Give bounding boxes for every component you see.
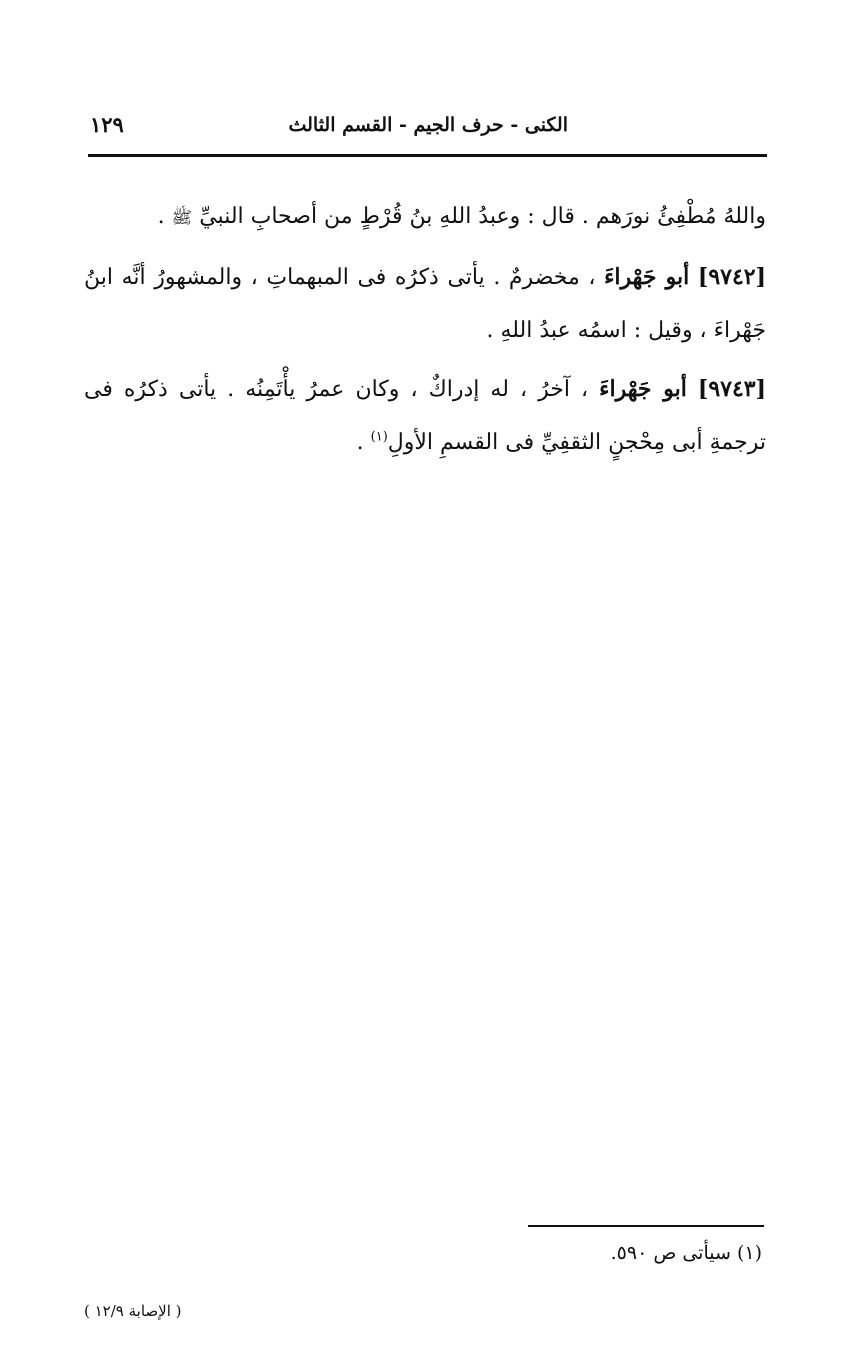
- footnote-rule: [528, 1225, 764, 1227]
- honorific-ligature: ﷺ: [171, 208, 193, 228]
- entry-number: [٩٧٤٣]: [697, 376, 766, 402]
- header-rule: [88, 154, 767, 157]
- entry-number: [٩٧٤٢]: [697, 264, 766, 290]
- paragraph-end: .: [157, 204, 172, 229]
- entry-name: أبو جَهْراءَ: [604, 264, 690, 290]
- page-number: ١٢٩: [90, 112, 124, 137]
- running-title: الكنى - حرف الجيم - القسم الثالث: [288, 114, 568, 136]
- paragraph-continuation: [84, 190, 766, 245]
- entry-9743: [84, 363, 766, 469]
- body-text: [84, 190, 766, 469]
- paragraph-end: .: [356, 430, 371, 455]
- entry-text: ، مخضرمٌ . يأتى ذكرُه فى المبهماتِ ، والمشهورُ أنَّه ابنُ جَهْراءَ ، وقيل : اسمُه عبدُ اللهِ .: [84, 265, 766, 343]
- entry-9742: [84, 251, 766, 357]
- entry-name: أبو جَهْراءَ: [599, 376, 687, 402]
- page-header: [88, 108, 766, 148]
- entry-text: ، آخرُ ، له إدراكٌ ، وكان عمرُ يأْتَمِنُه . يأتى ذكرُه فى ترجمةِ أبى مِحْجنٍ الثقفِيِّ فى القسمِ الأولِ: [84, 377, 766, 455]
- footnote: (١) سيأتى ص ٥٩٠.: [610, 1242, 762, 1264]
- paragraph-text: واللهُ مُطْفِئُ نورَهم . قال : وعبدُ اللهِ بنُ قُرْطٍ من أصحابِ النبيِّ: [199, 204, 766, 229]
- source-mark: ( الإصابة ١٢/٩ ): [84, 1302, 182, 1320]
- footnote-reference: (١): [370, 429, 388, 445]
